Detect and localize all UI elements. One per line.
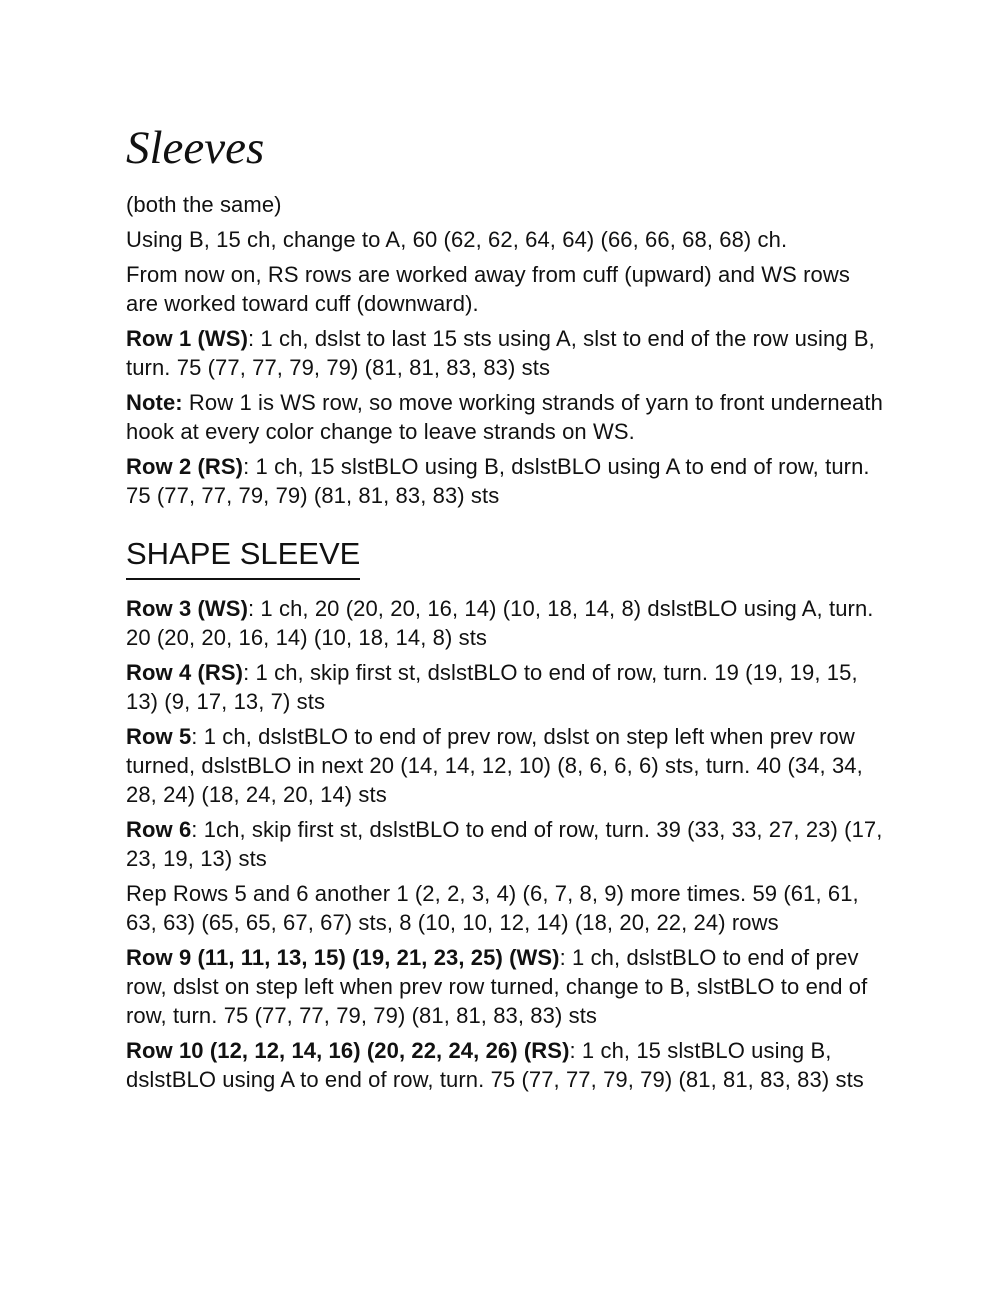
note-text: Row 1 is WS row, so move working strands of yarn to front underneath hook at every color change to leave strands on WS.: [126, 390, 883, 444]
row-9-text: : 1 ch, dslstBLO to end of prev row, dslst on step left when prev row turned, change to B, slstBLO to end of row, turn. 75 (77, 77, 79, 79) (81, 81, 83, 83) sts: [126, 945, 868, 1028]
row-4-text: : 1 ch, skip first st, dslstBLO to end of row, turn. 19 (19, 19, 15, 13) (9, 17, 13, 7) sts: [126, 660, 858, 714]
row-2-label: Row 2 (RS): [126, 454, 244, 479]
row-3-text: : 1 ch, 20 (20, 20, 16, 14) (10, 18, 14, 8) dslstBLO using A, turn. 20 (20, 20, 16, 14) (10, 18, 14, 8) sts: [126, 596, 874, 650]
row-10-instruction: [126, 1036, 886, 1094]
row-5-text: : 1 ch, dslstBLO to end of prev row, dslst on step left when prev row turned, dslstBLO in next 20 (14, 14, 12, 10) (8, 6, 6, 6) sts, turn. 40 (34, 34, 28, 24) (18, 24, 20, 14) sts: [126, 724, 863, 807]
row-5-label: Row 5: [126, 724, 192, 749]
row-1-instruction: [126, 324, 886, 382]
intro-line-3: From now on, RS rows are worked away from cuff (upward) and WS rows are worked toward cuff (downward).: [126, 262, 850, 316]
row-1-text: : 1 ch, dslst to last 15 sts using A, slst to end of the row using B, turn. 75 (77, 77, 79, 79) (81, 81, 83, 83) sts: [126, 326, 875, 380]
row-4-instruction: [126, 658, 886, 716]
row-6-label: Row 6: [126, 817, 192, 842]
row-9-instruction: [126, 943, 886, 1030]
page-title: Sleeves: [126, 122, 265, 174]
row-5-instruction: [126, 722, 886, 809]
row-6-text: : 1ch, skip first st, dslstBLO to end of row, turn. 39 (33, 33, 27, 23) (17, 23, 19, 13) sts: [126, 817, 883, 871]
row-1-label: Row 1 (WS): [126, 326, 248, 351]
row-2-instruction: [126, 452, 886, 510]
section-heading-shape-sleeve: SHAPE SLEEVE: [126, 534, 360, 580]
row-2-text: : 1 ch, 15 slstBLO using B, dslstBLO using A to end of row, turn. 75 (77, 77, 79, 79) (81, 81, 83, 83) sts: [126, 454, 870, 508]
row-3-instruction: [126, 594, 886, 652]
row-9-label: Row 9 (11, 11, 13, 15) (19, 21, 23, 25) (WS): [126, 945, 560, 970]
row-6-instruction: [126, 815, 886, 873]
intro-line-1: (both the same): [126, 192, 282, 217]
row-3-label: Row 3 (WS): [126, 596, 248, 621]
note-label: Note:: [126, 390, 183, 415]
repeat-instruction: Rep Rows 5 and 6 another 1 (2, 2, 3, 4) (6, 7, 8, 9) more times. 59 (61, 61, 63, 63) (65, 65, 67, 67) sts, 8 (10, 10, 12, 14) (18, 20, 22, 24) rows: [126, 881, 859, 935]
pattern-page: [126, 118, 886, 1100]
row-10-text: : 1 ch, 15 slstBLO using B, dslstBLO using A to end of row, turn. 75 (77, 77, 79, 79) (81, 81, 83, 83) sts: [126, 1038, 864, 1092]
note-paragraph: [126, 388, 886, 446]
intro-line-2: Using B, 15 ch, change to A, 60 (62, 62, 64, 64) (66, 66, 68, 68) ch.: [126, 227, 788, 252]
row-4-label: Row 4 (RS): [126, 660, 244, 685]
row-10-label: Row 10 (12, 12, 14, 16) (20, 22, 24, 26) (RS): [126, 1038, 570, 1063]
